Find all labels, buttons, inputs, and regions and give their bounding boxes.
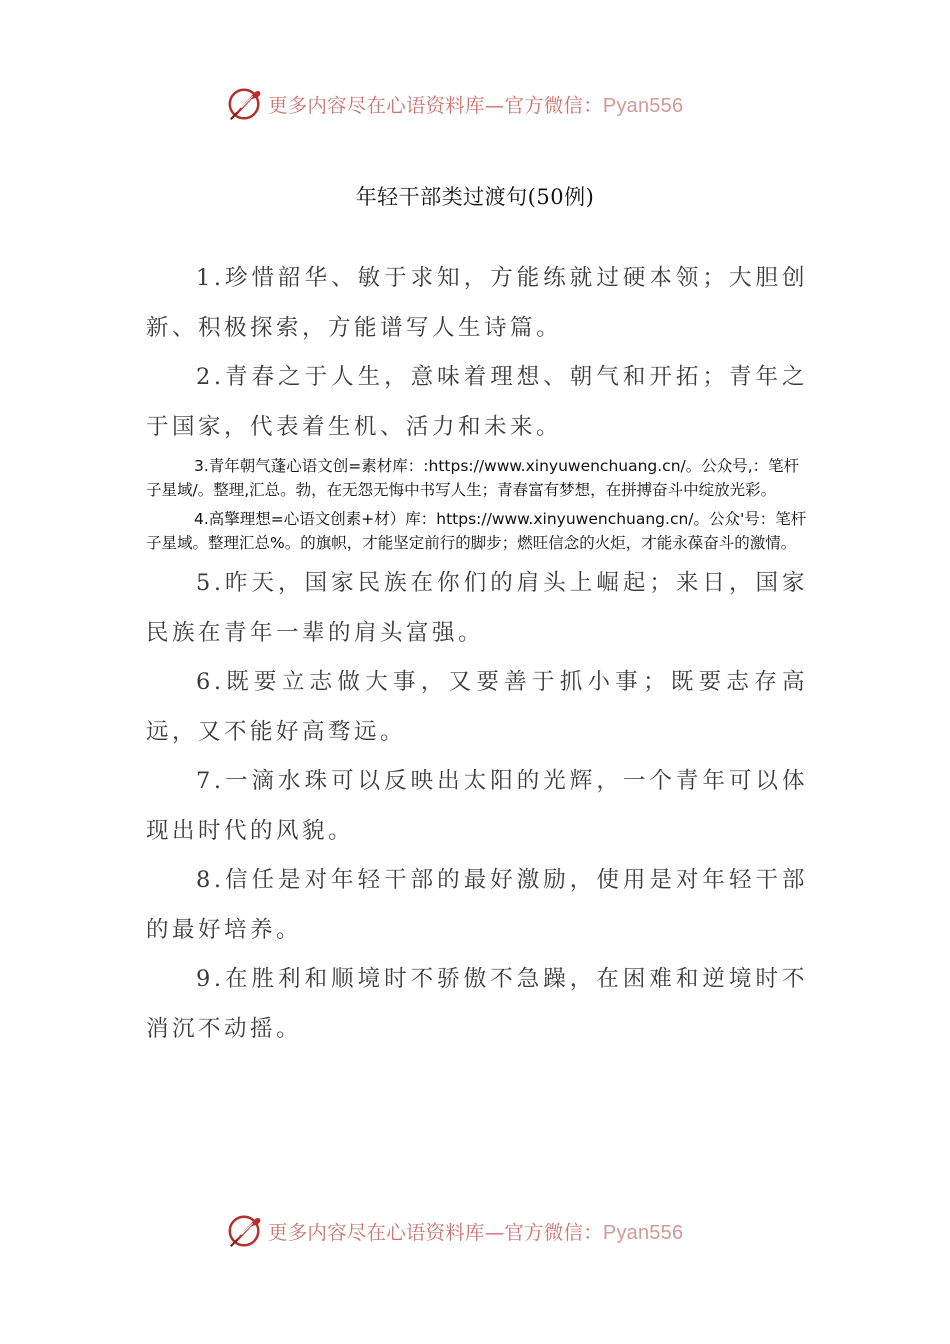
footer-text: 更多内容尽在心语资料库—官方微信：Pyan556 [268, 1221, 684, 1244]
paragraph-7: 7.一滴水珠可以反映出太阳的光辉，一个青年可以体现出时代的风貌。 [146, 768, 808, 844]
quill-pen-icon [226, 1212, 264, 1250]
paragraph-1: 1.珍惜韶华、敏于求知，方能练就过硬本领；大胆创新、积极探索，方能谱写人生诗篇。 [146, 265, 808, 341]
document-body [146, 254, 808, 1054]
paragraph-9: 9.在胜利和顺境时不骄傲不急躁，在困难和逆境时不消沉不动摇。 [146, 966, 808, 1042]
paragraph-3: 3.青年朝气蓬心语文创=素材库：:https://www.xinyuwenchuang.cn/。公众号,：笔杆子星域/。整理,汇总。勃，在无怨无悔中书写人生；青春富有梦想，在拼搏奋斗中绽放光彩。 [146, 457, 800, 499]
paragraph-8: 8.信任是对年轻干部的最好激励，使用是对年轻干部的最好培养。 [146, 867, 808, 943]
header-banner [226, 84, 746, 124]
paragraph-2: 2.青春之于人生，意味着理想、朝气和开拓；青年之于国家，代表着生机、活力和未来。 [146, 364, 808, 440]
paragraph-4: 4.高擎理想=心语文创素+材）库：https://www.xinyuwenchuang.cn/。公众'号：笔杆子星域。整理汇总%。的旗帜，才能坚定前行的脚步；燃旺信念的火炬，才能永葆奋斗的激情。 [146, 510, 807, 552]
footer-wechat-id: Pyan556 [602, 1222, 684, 1244]
page-title: 年轻干部类过渡句(50例) [355, 185, 595, 209]
quill-pen-icon [226, 85, 264, 123]
footer-banner [226, 1211, 746, 1251]
header-wechat-id: Pyan556 [602, 95, 684, 117]
header-text: 更多内容尽在心语资料库—官方微信：Pyan556 [268, 94, 684, 117]
paragraph-6: 6.既要立志做大事，又要善于抓小事；既要志存高远，又不能好高骛远。 [146, 669, 808, 745]
paragraph-5: 5.昨天，国家民族在你们的肩头上崛起；来日，国家民族在青年一辈的肩头富强。 [146, 570, 808, 646]
